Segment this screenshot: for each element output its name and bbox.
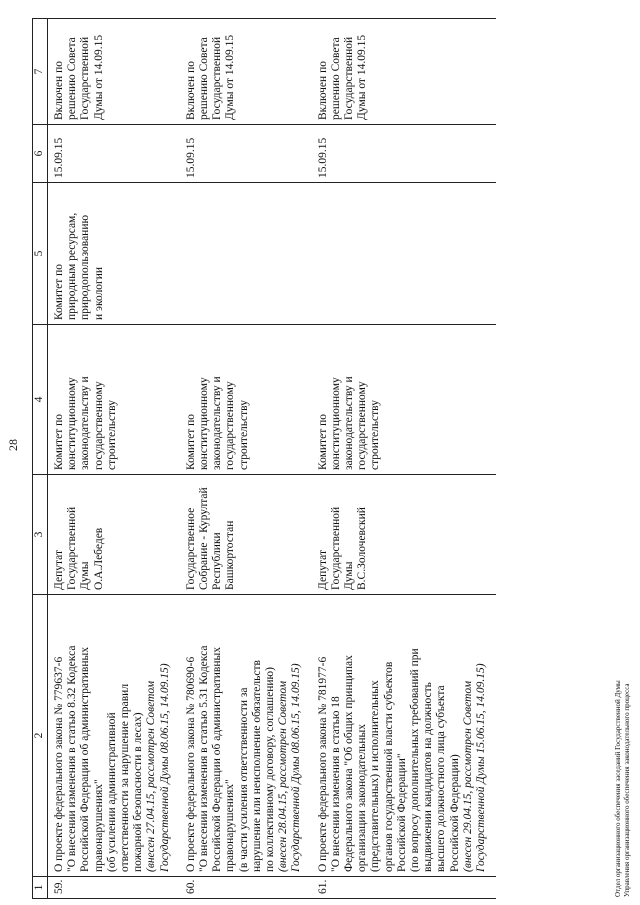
cell-co_committee [48, 183, 180, 325]
bill-note-line: Государственной Думы 08.06.15, 14.09.15) [290, 663, 303, 872]
table-row [48, 19, 180, 899]
column-header: 1 [33, 877, 48, 899]
bill-note-line: (внесен 27.04.15, рассмотрен Советом [145, 680, 158, 872]
bill-line: (по вопросу дополнительных требований при [409, 648, 422, 872]
footer-note [614, 680, 631, 897]
bill-line: О проекте федерального закона № 781977-6 [316, 656, 329, 872]
committee-line: Комитет по [184, 414, 197, 470]
cell-co_committee [180, 183, 312, 325]
bill-line: (представительных) и исполнительных [369, 680, 382, 872]
author-line: Собрание - Курултай [198, 487, 211, 590]
bills-table [32, 18, 496, 899]
committee-line: государственному [92, 381, 105, 470]
committee-line: конституционному [66, 377, 79, 470]
bill-line: правонарушениях" [92, 779, 105, 872]
bill-note-line: (внесен 29.04.15, рассмотрен Советом [461, 680, 474, 872]
author-line: Государственной [66, 506, 79, 590]
cell-bill [312, 595, 497, 877]
bill-line: "О внесении изменения в статью 8.32 Кодекса [66, 645, 79, 872]
bill-line: Российской Федерации об административных [79, 647, 92, 872]
cell-date: 15.09.15 [48, 125, 180, 183]
table-row [180, 19, 312, 899]
column-header: 4 [33, 325, 48, 475]
committee-line: конституционному [329, 377, 342, 470]
cell-committee [48, 325, 180, 475]
author-line: Государственное [184, 507, 197, 590]
author-line: Депутат [53, 550, 65, 590]
bill-line: пожарной безопасности в лесах) [132, 712, 145, 872]
cell-bill [48, 595, 180, 877]
column-header: 2 [33, 595, 48, 877]
bill-line: "О внесении изменения в статью 18 [329, 696, 342, 872]
committee-line: законодательству и [211, 376, 224, 470]
column-header: 6 [33, 125, 48, 183]
cell-number: 59. [48, 877, 180, 899]
cell-committee [180, 325, 312, 475]
bill-note-line: Государственной Думы 08.06.15, 14.09.15) [158, 663, 171, 872]
bill-line: организации законодательных [356, 724, 369, 872]
cell-date: 15.09.15 [312, 125, 497, 183]
bill-line: О проекте федерального закона № 779637-6 [53, 656, 65, 872]
committee-line: строительству [369, 400, 382, 470]
cell-bill [180, 595, 312, 877]
committee-line: законодательству и [343, 376, 356, 470]
bill-line: по коллективному договору, соглашению) [264, 667, 277, 872]
decision-line: Включен по [53, 61, 65, 120]
committee-line: государственному [356, 381, 369, 470]
header-row [33, 19, 48, 899]
author-line: Депутат [316, 550, 329, 590]
co_committee-line: природопользованию [79, 214, 92, 320]
committee-line: строительству [237, 400, 250, 470]
committee-line: конституционному [198, 377, 211, 470]
cell-date: 15.09.15 [180, 125, 312, 183]
decision-line: решению Совета [329, 37, 342, 120]
bill-line: нарушение или неисполнение обязательств [250, 660, 263, 872]
author-line: Государственной [329, 506, 342, 590]
bill-line: правонарушениях" [224, 779, 237, 872]
committee-line: законодательству и [79, 376, 92, 470]
column-header: 3 [33, 475, 48, 595]
bill-line: органов государственной власти субъектов [382, 661, 395, 872]
decision-line: решению Совета [66, 37, 79, 120]
decision-line: решению Совета [198, 37, 211, 120]
cell-committee [312, 325, 497, 475]
decision-line: Включен по [184, 61, 197, 120]
cell-author [48, 475, 180, 595]
bill-line: "О внесении изменения в статью 5.31 Кодекса [198, 645, 211, 872]
co_committee-line: и экологии [92, 266, 105, 320]
footer-line: Управления организационного обеспечения законодательного процесса [622, 683, 631, 897]
bill-line: Российской Федерации) [448, 754, 461, 872]
decision-line: Государственной [211, 36, 224, 120]
bill-line: (в части усиления ответственности за [237, 687, 250, 872]
decision-line: Думы от 14.09.15 [92, 34, 105, 120]
column-header: 5 [33, 183, 48, 325]
co_committee-line: Комитет по [53, 264, 65, 320]
bill-line: высшего должностного лица субъекта [435, 685, 448, 872]
co_committee-line: природным ресурсам, [66, 212, 79, 320]
decision-line: Государственной [79, 36, 92, 120]
author-line: В.С.Золочевский [356, 507, 369, 590]
bill-line: Российской Федерации об административных [211, 647, 224, 872]
bill-line: ответственности за нарушение правил [119, 683, 132, 872]
cell-author [312, 475, 497, 595]
author-line: Думы [343, 561, 356, 590]
cell-decision [48, 19, 180, 125]
decision-line: Думы от 14.09.15 [224, 34, 237, 120]
decision-line: Включен по [316, 61, 329, 120]
bill-line: О проекте федерального закона № 780690-6 [184, 656, 197, 872]
page-number: 28 [6, 439, 20, 451]
footer-line: Отдел организационного обеспечения заседаний Государственной Думы [614, 680, 622, 897]
committee-line: Комитет по [53, 414, 65, 470]
bill-line: выдвижении кандидатов на должность [422, 682, 435, 872]
author-line: Башкортостан [224, 520, 237, 590]
cell-number: 61. [312, 877, 497, 899]
decision-line: Государственной [343, 36, 356, 120]
cell-co_committee [312, 183, 497, 325]
bill-note-line: Государственной Думы 15.06.15, 14.09.15) [475, 663, 488, 872]
cell-decision [312, 19, 497, 125]
author-line: Думы [79, 561, 92, 590]
author-line: Республики [211, 532, 224, 590]
table-row [312, 19, 497, 899]
author-line: О.А.Лебедев [92, 527, 105, 590]
committee-line: Комитет по [316, 414, 329, 470]
cell-number: 60. [180, 877, 312, 899]
committee-line: государственному [224, 381, 237, 470]
bill-line: (об усилении административной [105, 712, 118, 872]
bill-note-line: (внесен 28.04.15, рассмотрен Советом [277, 680, 290, 872]
decision-line: Думы от 14.09.15 [356, 34, 369, 120]
bill-line: Федерального закона "Об общих принципах [343, 655, 356, 872]
committee-line: строительству [105, 400, 118, 470]
column-header: 7 [33, 19, 48, 125]
cell-decision [180, 19, 312, 125]
bill-line: Российской Федерации" [395, 753, 408, 872]
cell-author [180, 475, 312, 595]
